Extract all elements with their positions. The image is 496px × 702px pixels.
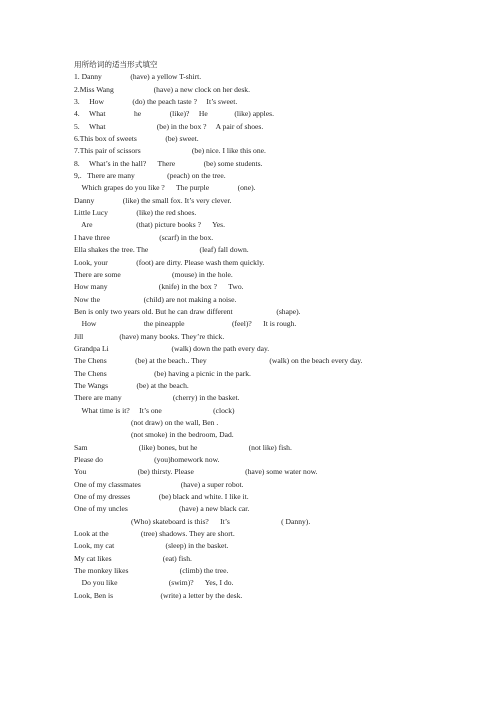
exercise-line: Sam (like) bones, but he (not like) fish. — [74, 442, 292, 452]
exercise-line: You (be) thirsty. Please (have) some water now. — [74, 467, 318, 477]
exercise-line: What time is it? It’s one (clock) — [74, 405, 235, 415]
exercise-line: Ella shakes the tree. The (leaf) fall down. — [74, 245, 249, 255]
exercise-list — [74, 71, 484, 602]
exercise-line: 6.This box of sweets (be) sweet. — [74, 134, 199, 144]
exercise-line: 4. What he (like)? He (like) apples. — [74, 109, 274, 119]
exercise-line: Please do (you)homework now. — [74, 455, 220, 464]
exercise-line: Look, your (foot) are dirty. Please wash them quickly. — [74, 257, 265, 267]
exercise-line: I have three (scarf) in the box. — [74, 232, 214, 242]
exercise-line: 7.This pair of scissors (be) nice. I like this one. — [74, 146, 266, 156]
exercise-line: Danny (like) the small fox. It’s very clever. — [74, 195, 232, 205]
exercise-line: (not draw) on the wall, Ben . — [74, 417, 219, 427]
exercise-line: Which grapes do you like ? The purple (one). — [74, 183, 256, 193]
exercise-line: Jill (have) many books. They’re thick. — [74, 331, 225, 341]
worksheet-title: 用所给词的适当形式填空 — [74, 60, 158, 69]
exercise-line: How the pineapple (feel)? It is rough. — [74, 319, 297, 329]
exercise-line: Look at the (tree) shadows. They are short. — [74, 529, 235, 539]
exercise-line: Look, my cat (sleep) in the basket. — [74, 541, 229, 551]
exercise-line: Look, Ben is (write) a letter by the desk. — [74, 590, 243, 600]
exercise-line: One of my classmates (have) a super robot. — [74, 479, 244, 489]
exercise-line: 1. Danny (have) a yellow T-shirt. — [74, 72, 202, 82]
exercise-line: There are many (cherry) in the basket. — [74, 393, 240, 403]
exercise-line: 8. What’s in the hall? There (be) some students. — [74, 158, 263, 168]
exercise-line: The Wangs (be) at the beach. — [74, 380, 189, 390]
exercise-line: The monkey likes (climb) the tree. — [74, 566, 229, 576]
exercise-line: 5. What (be) in the box ? A pair of shoes. — [74, 121, 264, 131]
exercise-line: Are (that) picture books ? Yes. — [74, 220, 226, 230]
exercise-line: One of my uncles (have) a new black car. — [74, 504, 250, 514]
exercise-line: One of my dresses (be) black and white. I like it. — [74, 492, 249, 502]
exercise-line: Do you like (swim)? Yes, I do. — [74, 578, 234, 588]
exercise-line: The Chens (be) having a picnic in the park. — [74, 368, 251, 378]
exercise-line: Ben is only two years old. But he can draw different (shape). — [74, 306, 301, 316]
exercise-line: Now the (child) are not making a noise. — [74, 294, 237, 304]
exercise-line: (not smoke) in the bedroom, Dad. — [74, 430, 234, 440]
exercise-line: (Who) skateboard is this? It’s ( Danny). — [74, 516, 311, 526]
exercise-line: 9,. There are many (peach) on the tree. — [74, 171, 226, 181]
exercise-line: 3. How (do) the peach taste ? It’s sweet. — [74, 97, 238, 107]
worksheet — [74, 59, 484, 602]
exercise-line: My cat likes (eat) fish. — [74, 553, 192, 563]
exercise-line: There are some (mouse) in the hole. — [74, 269, 233, 279]
exercise-line: 2.Miss Wang (have) a new clock on her desk. — [74, 84, 250, 94]
exercise-line: Grandpa Li (walk) down the path every day. — [74, 343, 270, 353]
exercise-line: How many (knife) in the box ? Two. — [74, 282, 244, 292]
exercise-line: The Chens (be) at the beach.. They (walk) on the beach every day. — [74, 356, 363, 366]
exercise-line: Little Lucy (like) the red shoes. — [74, 208, 197, 218]
